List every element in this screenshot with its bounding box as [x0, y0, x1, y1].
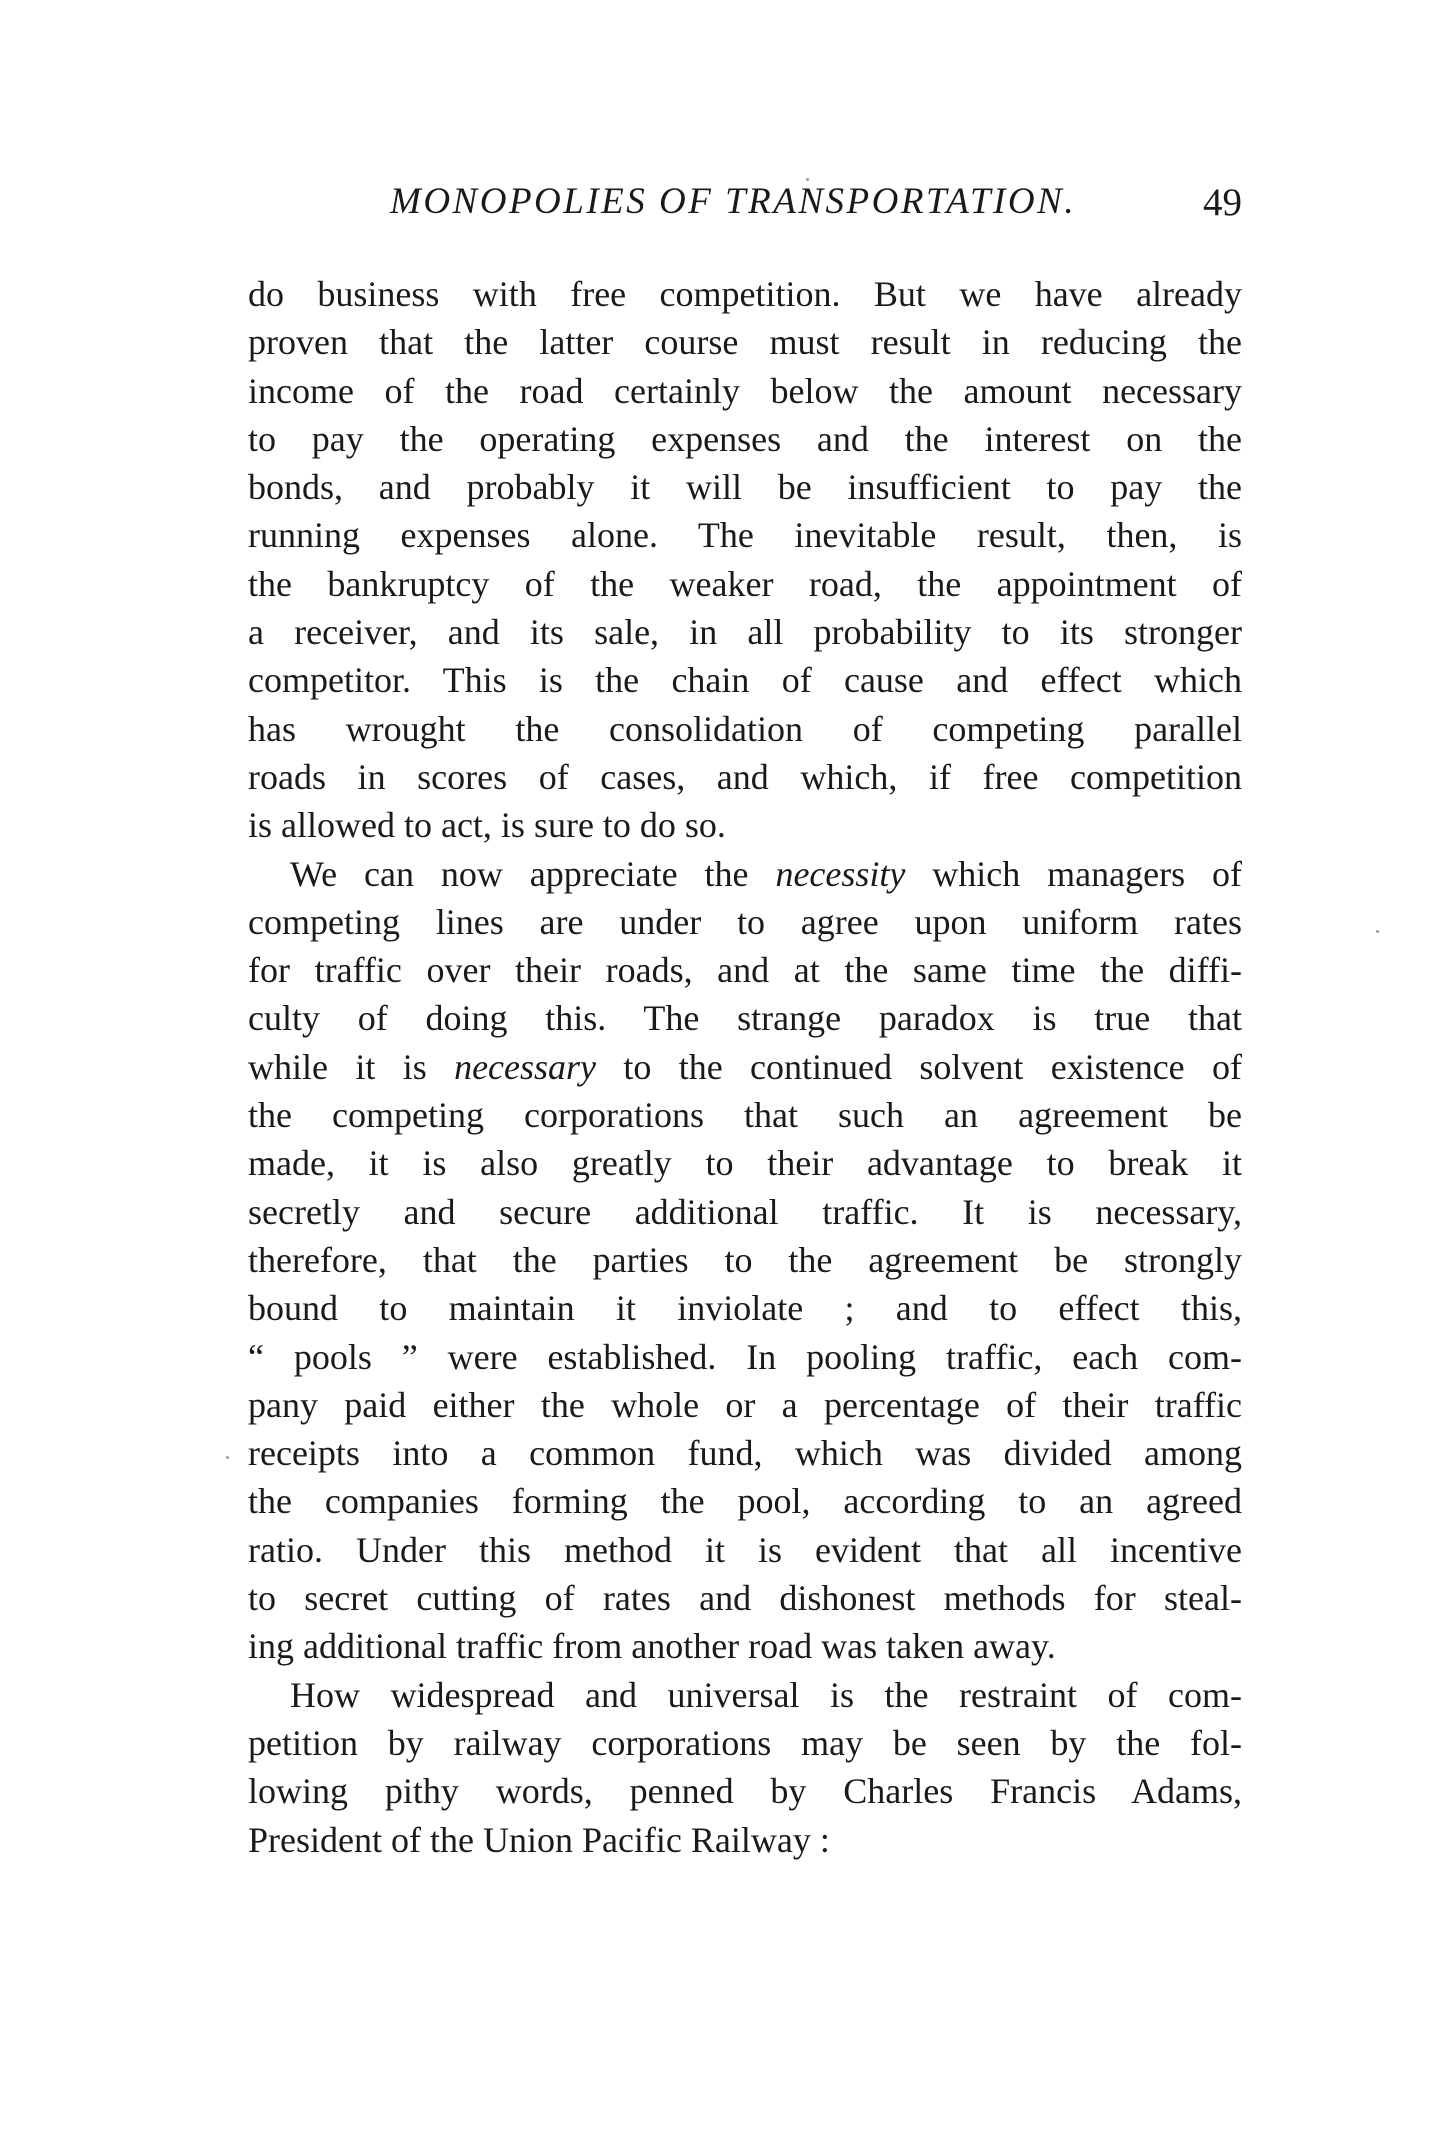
text-line: secretly and secure additional traffic. It is necessary,	[248, 1191, 1242, 1232]
text-line: receipts into a common fund, which was divided among	[248, 1433, 1242, 1474]
text-line: ing additional traffic from another road was taken away.	[248, 1626, 1056, 1667]
scan-speck	[1376, 930, 1379, 933]
text-line: made, it is also greatly to their advantage to break it	[248, 1143, 1242, 1184]
emphasis: necessity	[775, 853, 906, 894]
text-line: is allowed to act, is sure to do so.	[248, 805, 726, 846]
text-line: proven that the latter course must result in reducing the	[248, 322, 1242, 363]
running-head	[248, 180, 1242, 240]
text-line: for traffic over their roads, and at the same time the diffi-	[248, 950, 1242, 991]
text-line: petition by railway corporations may be seen by the fol-	[248, 1722, 1242, 1763]
page-number: 49	[1203, 181, 1242, 224]
text-line: running expenses alone. The inevitable result, then, is	[248, 515, 1242, 556]
text-line: President of the Union Pacific Railway :	[248, 1819, 830, 1860]
text-line: “ pools ” were established. In pooling traffic, each com-	[248, 1336, 1242, 1377]
text-line: to pay the operating expenses and the interest on the	[248, 418, 1242, 459]
running-title: MONOPOLIES OF TRANSPORTATION.	[390, 181, 1077, 222]
text-line: We can now appreciate the necessity which managers of	[290, 853, 1242, 894]
text-line: has wrought the consolidation of competing parallel	[248, 708, 1242, 749]
text-line: bonds, and probably it will be insufficient to pay the	[248, 467, 1242, 508]
body-text	[248, 270, 1242, 1864]
text-line: How widespread and universal is the restraint of com-	[290, 1674, 1242, 1715]
text-line: while it is necessary to the continued solvent existence of	[248, 1046, 1242, 1087]
text-line: the competing corporations that such an agreement be	[248, 1095, 1242, 1136]
text-line: lowing pithy words, penned by Charles Francis Adams,	[248, 1771, 1242, 1812]
text-line: income of the road certainly below the amount necessary	[248, 370, 1242, 411]
text-line: a receiver, and its sale, in all probability to its stronger	[248, 612, 1242, 653]
text-line: competing lines are under to agree upon uniform rates	[248, 901, 1242, 942]
text-line: the companies forming the pool, according to an agreed	[248, 1481, 1242, 1522]
text-line: do business with free competition. But we have already	[248, 274, 1242, 314]
text-line: to secret cutting of rates and dishonest methods for steal-	[248, 1578, 1242, 1619]
text-line: roads in scores of cases, and which, if free competition	[248, 756, 1242, 797]
text-line: pany paid either the whole or a percentage of their traffic	[248, 1384, 1242, 1425]
text-line: the bankruptcy of the weaker road, the appointment of	[248, 563, 1242, 604]
scan-speck	[806, 178, 809, 181]
text-line: therefore, that the parties to the agreement be strongly	[248, 1239, 1242, 1280]
scan-speck	[226, 1456, 229, 1459]
text-line: competitor. This is the chain of cause and effect which	[248, 660, 1242, 701]
emphasis: necessary	[454, 1046, 597, 1087]
text-line: culty of doing this. The strange paradox is true that	[248, 998, 1242, 1039]
text-line: ratio. Under this method it is evident that all incentive	[248, 1529, 1242, 1570]
text-line: bound to maintain it inviolate ; and to effect this,	[248, 1288, 1242, 1329]
